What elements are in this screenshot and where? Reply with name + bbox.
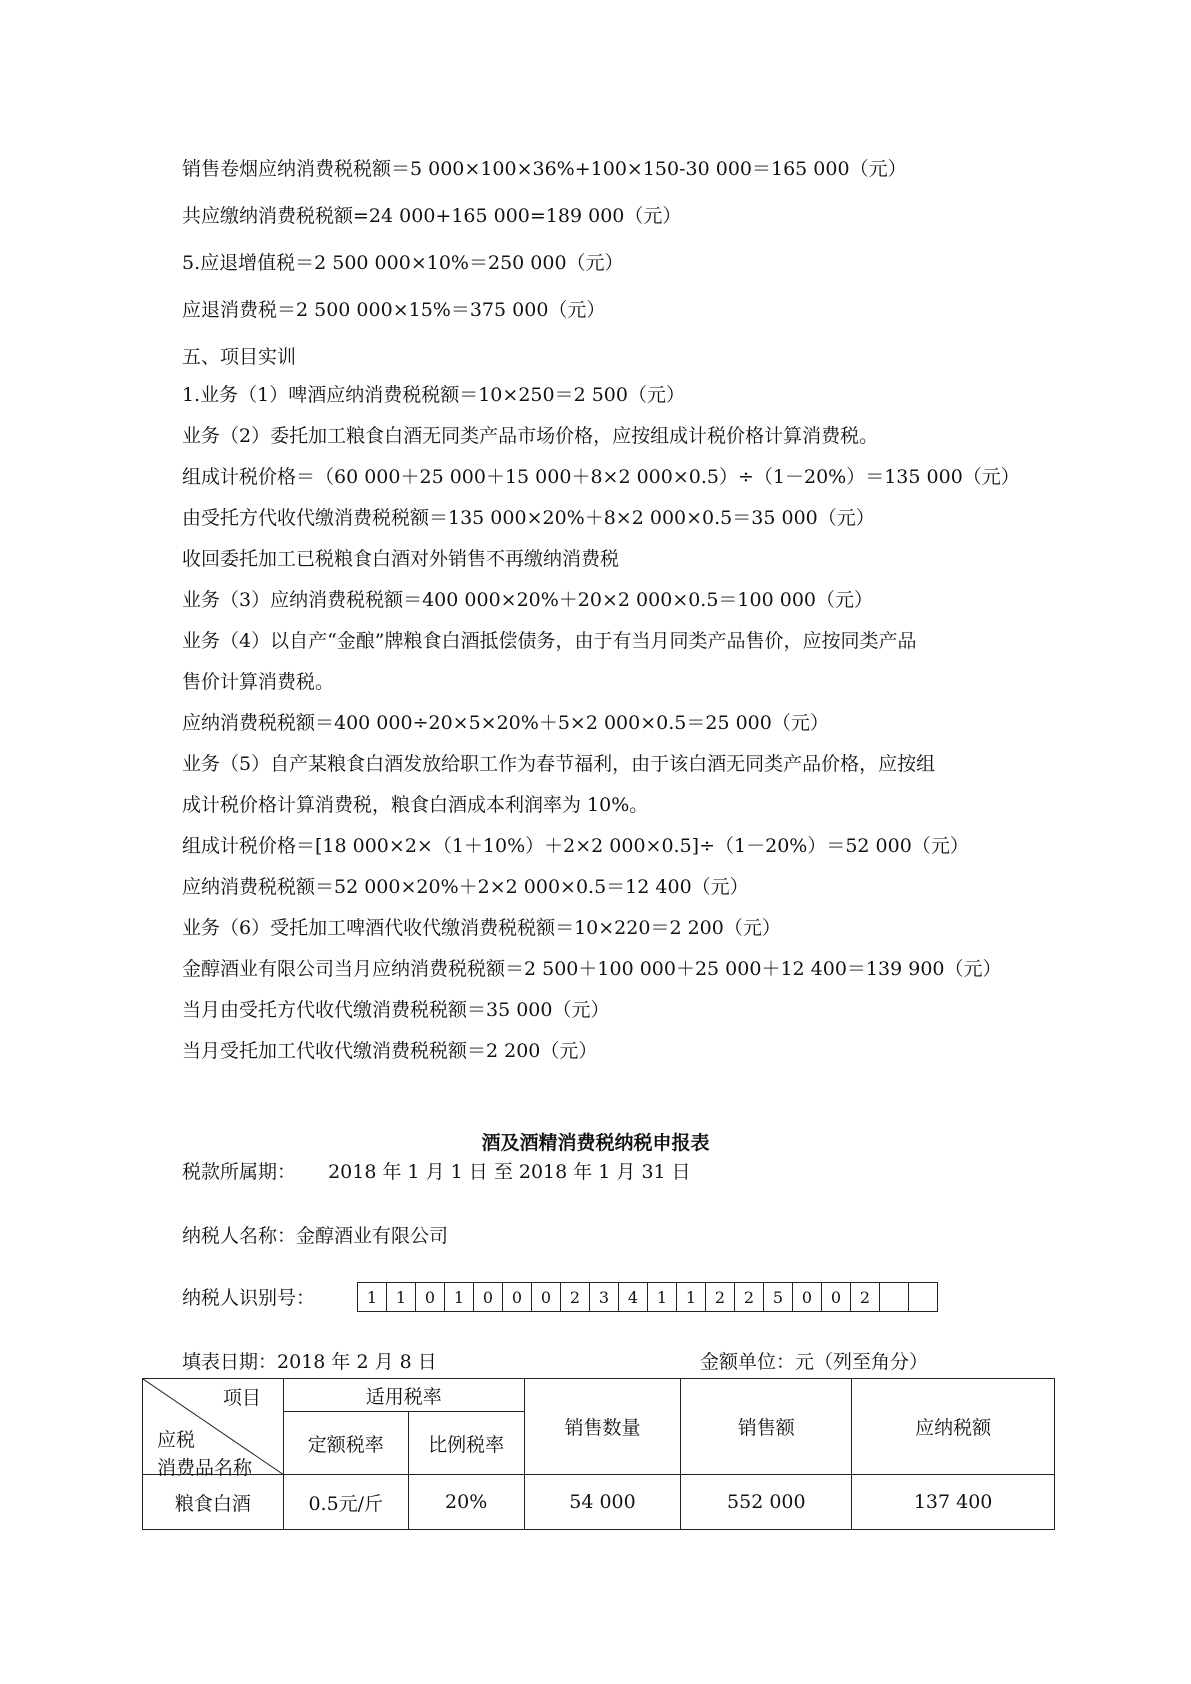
table-row: [143, 1475, 1055, 1530]
id-digit-cell: 5: [763, 1282, 793, 1312]
text-line: 业务（6）受托加工啤酒代收代缴消费税税额＝10×220＝2 200（元）: [182, 917, 781, 939]
corner-label-taxable: 应税: [157, 1429, 196, 1451]
fixed-rate-header: 定额税率: [283, 1412, 408, 1475]
text-line: 5.应退增值税＝2 500 000×10%＝250 000（元）: [182, 252, 624, 274]
text-line: 售价计算消费税。: [182, 671, 335, 693]
text-line: 销售卷烟应纳消费税税额＝5 000×100×36%+100×150-30 000＝165 000（元）: [182, 158, 907, 180]
rate-group-header: 适用税率: [283, 1379, 524, 1412]
tax-cell: 137 400: [852, 1475, 1055, 1530]
text-line: 成计税价格计算消费税，粮食白酒成本利润率为 10%。: [182, 794, 649, 816]
text-line: 业务（2）委托加工粮食白酒无同类产品市场价格，应按组成计税价格计算消费税。: [182, 425, 879, 447]
taxpayer-id-grid: [358, 1282, 938, 1312]
text-line: 由受托方代收代缴消费税税额＝135 000×20%＋8×2 000×0.5＝35 000（元）: [182, 507, 875, 529]
id-digit-cell: 0: [415, 1282, 445, 1312]
id-digit-cell: 1: [676, 1282, 706, 1312]
unit-note: 金额单位：元（列至角分）: [700, 1351, 929, 1373]
corner-label-product: 消费品名称: [157, 1457, 253, 1479]
text-line: 当月由受托方代收代缴消费税税额＝35 000（元）: [182, 999, 610, 1021]
text-line: 1.业务（1）啤酒应纳消费税税额＝10×250＝2 500（元）: [182, 384, 685, 406]
id-digit-cell: 0: [473, 1282, 503, 1312]
fill-date-row: [182, 1350, 437, 1374]
text-line: 应退消费税＝2 500 000×15%＝375 000（元）: [182, 299, 606, 321]
id-digit-cell: 1: [357, 1282, 387, 1312]
id-digit-cell: 0: [502, 1282, 532, 1312]
text-line: 组成计税价格＝[18 000×2×（1＋10%）＋2×2 000×0.5]÷（1－20%）＝52 000（元）: [182, 835, 969, 857]
tax-header: 应纳税额: [852, 1379, 1055, 1475]
id-digit-cell: 2: [850, 1282, 880, 1312]
period-row: [182, 1160, 691, 1184]
period-label: 税款所属期：: [182, 1161, 297, 1183]
section-heading: 五、项目实训: [182, 346, 297, 368]
id-digit-cell: 2: [705, 1282, 735, 1312]
text-line: 业务（4）以自产“金酿”牌粮食白酒抵偿债务，由于有当月同类产品售价，应按同类产品: [182, 630, 917, 652]
taxpayer-name-label: 纳税人名称：: [182, 1225, 297, 1247]
quantity-header: 销售数量: [524, 1379, 681, 1475]
taxpayer-id-label: 纳税人识别号：: [182, 1287, 316, 1309]
sales-header: 销售额: [681, 1379, 852, 1475]
fixed-rate-cell: 0.5元/斤: [283, 1475, 408, 1530]
text-line: 业务（5）自产某粮食白酒发放给职工作为春节福利，由于该白酒无同类产品价格，应按组: [182, 753, 936, 775]
id-digit-cell: 1: [647, 1282, 677, 1312]
text-line: 组成计税价格＝（60 000＋25 000＋15 000＋8×2 000×0.5）÷（1－20%）＝135 000（元）: [182, 466, 1020, 488]
text-line: 共应缴纳消费税税额=24 000+165 000=189 000（元）: [182, 205, 682, 227]
declaration-table: [142, 1378, 1055, 1530]
id-digit-cell: 0: [531, 1282, 561, 1312]
sales-cell: 552 000: [681, 1475, 852, 1530]
fill-date-label: 填表日期：: [182, 1351, 278, 1373]
corner-label-item: 项目: [222, 1387, 261, 1409]
fill-date: 2018 年 2 月 8 日: [277, 1351, 437, 1373]
quantity-cell: 54 000: [524, 1475, 681, 1530]
text-line: 业务（3）应纳消费税税额＝400 000×20%＋20×2 000×0.5＝100 000（元）: [182, 589, 874, 611]
id-digit-cell: [879, 1282, 909, 1312]
id-digit-cell: 0: [792, 1282, 822, 1312]
id-digit-cell: [908, 1282, 938, 1312]
text-line: 应纳消费税税额＝400 000÷20×5×20%＋5×2 000×0.5＝25 000（元）: [182, 712, 829, 734]
id-digit-cell: 2: [734, 1282, 764, 1312]
ratio-rate-header: 比例税率: [408, 1412, 524, 1475]
text-line: 应纳消费税税额＝52 000×20%＋2×2 000×0.5＝12 400（元）: [182, 876, 749, 898]
corner-header-cell: [143, 1379, 284, 1479]
taxpayer-name: 金醇酒业有限公司: [296, 1225, 449, 1247]
taxpayer-name-row: [182, 1224, 448, 1248]
id-digit-cell: 1: [386, 1282, 416, 1312]
text-line: 金醇酒业有限公司当月应纳消费税税额＝2 500＋100 000＋25 000＋12 400＝139 900（元）: [182, 958, 1002, 980]
id-digit-cell: 1: [444, 1282, 474, 1312]
form-title: 酒及酒精消费税纳税申报表: [481, 1132, 710, 1154]
id-digit-cell: 4: [618, 1282, 648, 1312]
product-name-cell: 粮食白酒: [143, 1475, 284, 1530]
text-line: 当月受托加工代收代缴消费税税额＝2 200（元）: [182, 1040, 598, 1062]
id-digit-cell: 2: [560, 1282, 590, 1312]
text-line: 收回委托加工已税粮食白酒对外销售不再缴纳消费税: [182, 548, 620, 570]
id-digit-cell: 0: [821, 1282, 851, 1312]
period-value: 2018 年 1 月 1 日 至 2018 年 1 月 31 日: [328, 1161, 691, 1183]
id-digit-cell: 3: [589, 1282, 619, 1312]
ratio-rate-cell: 20%: [408, 1475, 524, 1530]
